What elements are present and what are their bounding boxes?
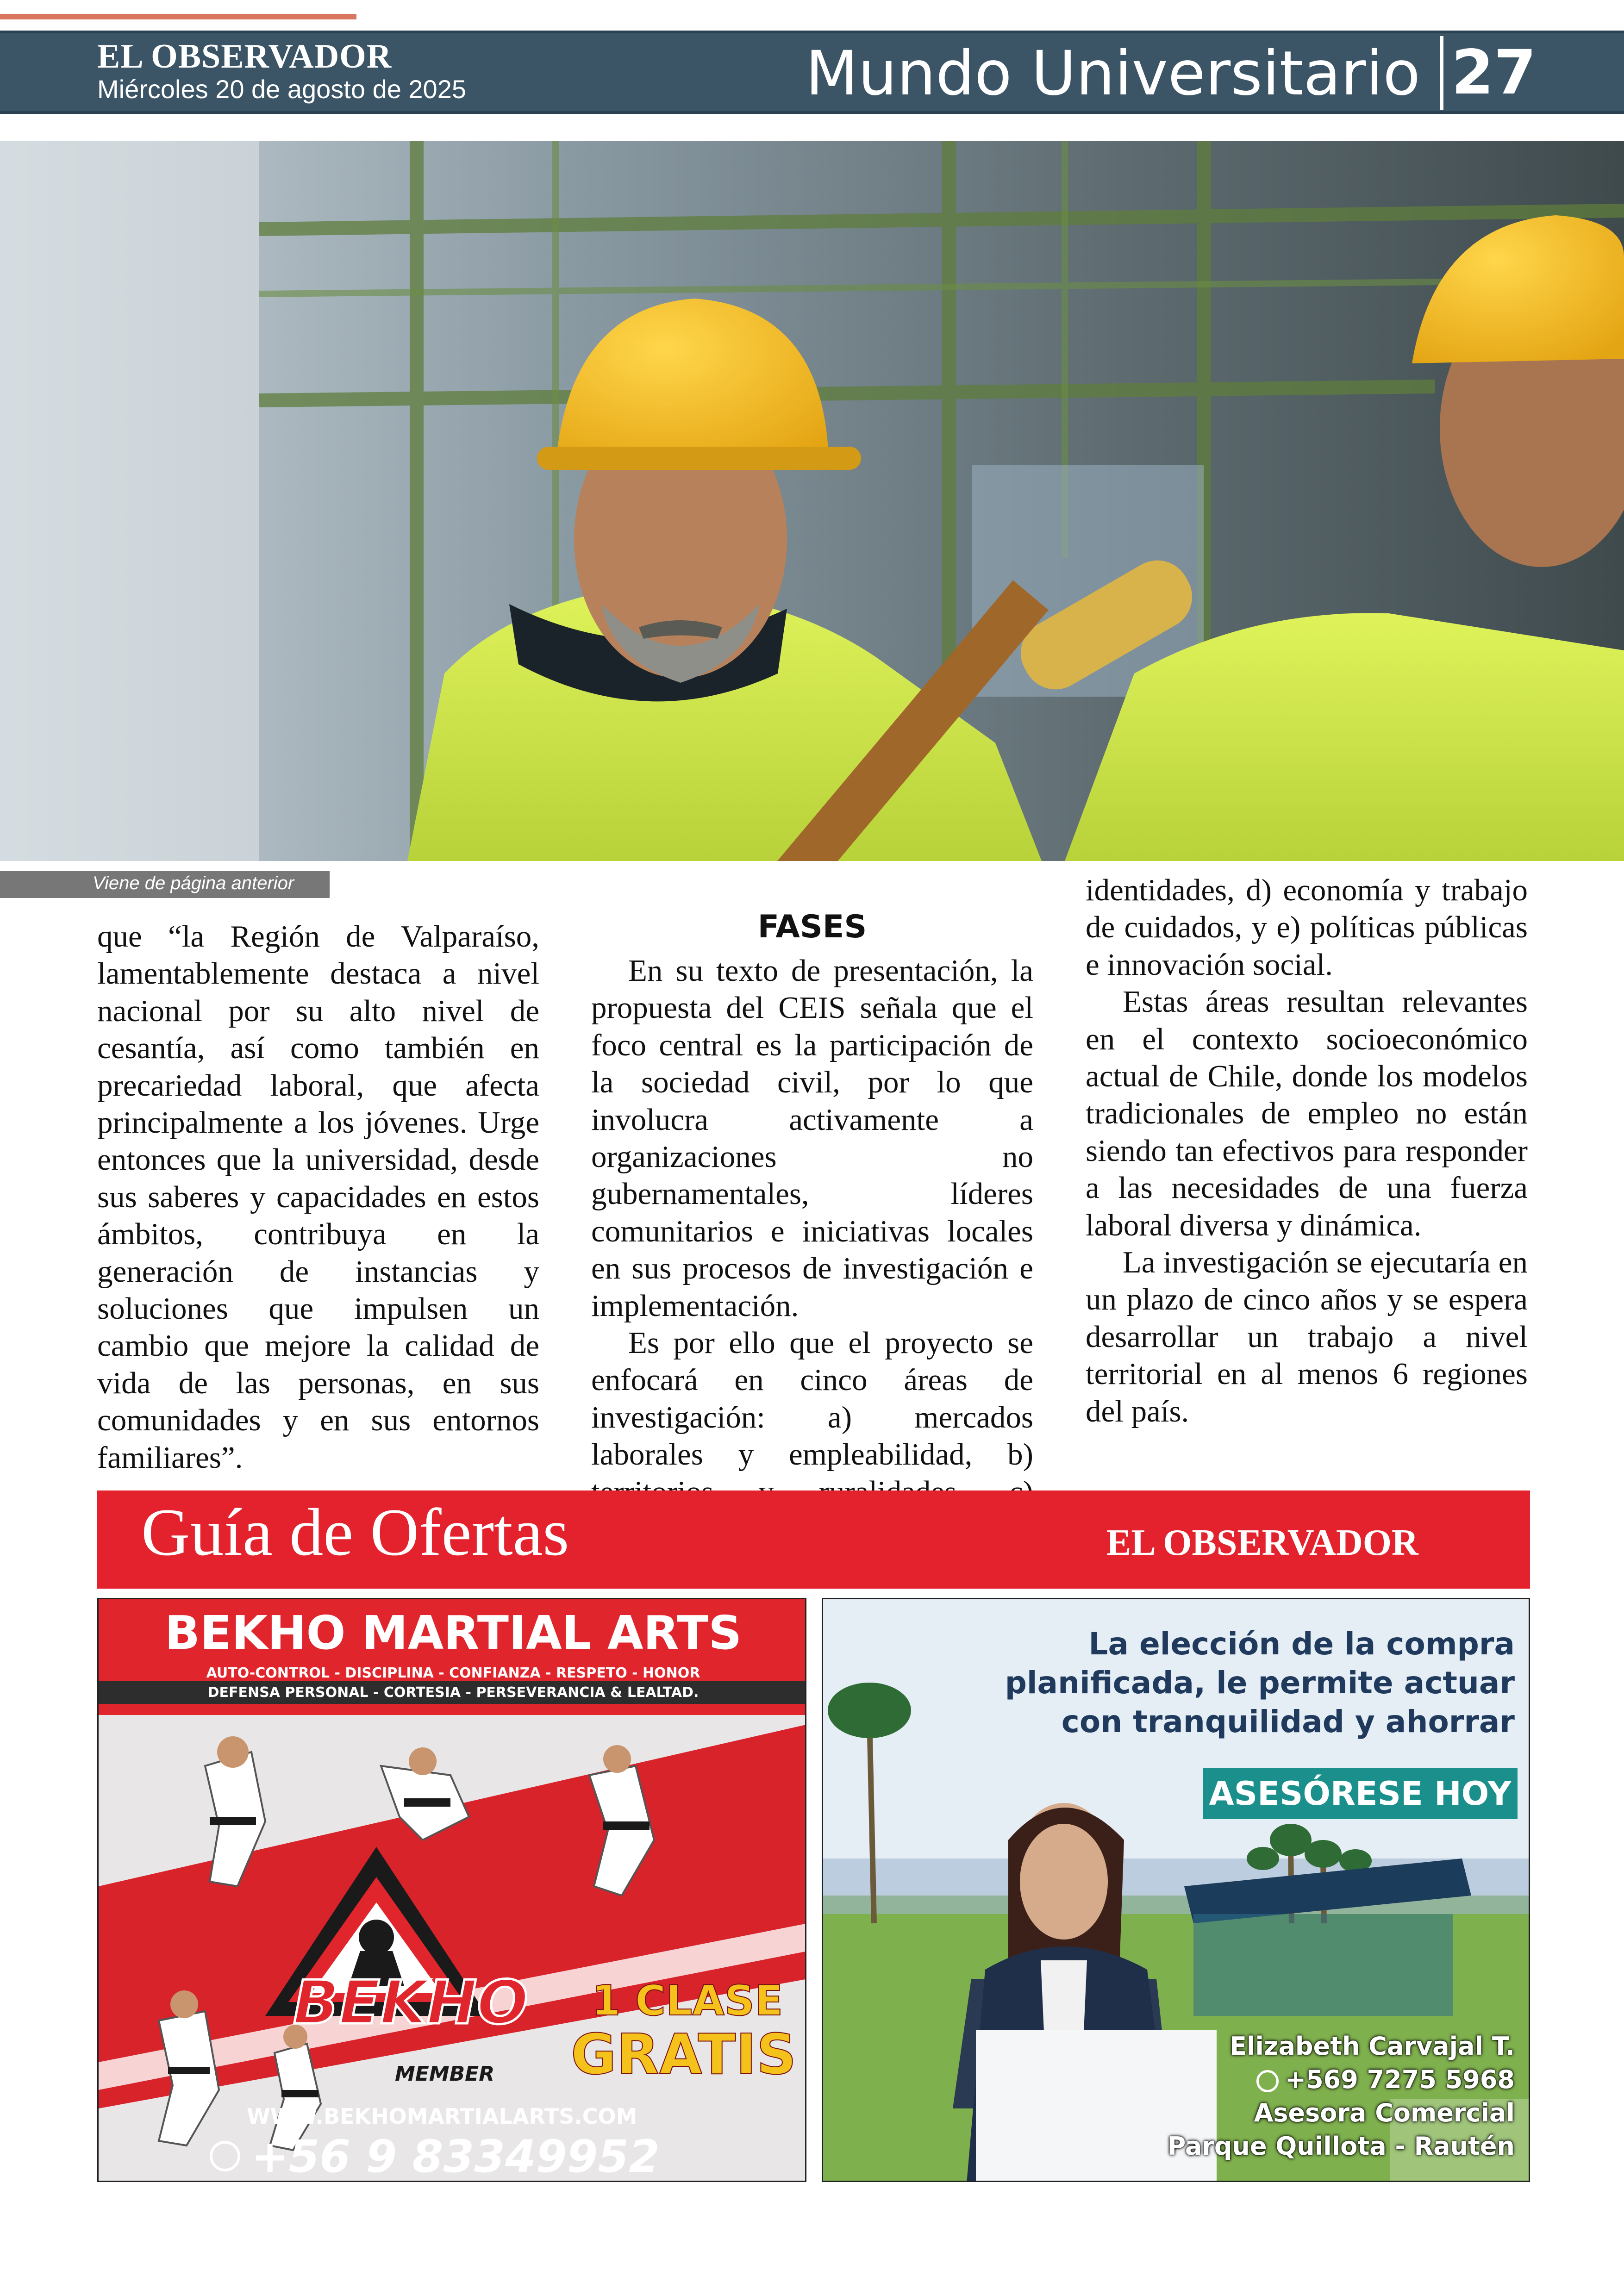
- offers-guide-newspaper: EL OBSERVADOR: [1106, 1522, 1418, 1563]
- bekho-martial-arts-ad: [97, 1598, 806, 2182]
- parque-contact-role: Asesora Comercial: [1254, 2098, 1515, 2127]
- bekho-website: WWW.BEKHOMARTIALARTS.COM: [247, 2104, 637, 2129]
- bekho-member-label: MEMBER: [395, 2062, 495, 2086]
- bekho-values-line-2: DEFENSA PERSONAL - CORTESIA - PERSEVERANCIA & LEALTAD.: [207, 1684, 699, 1701]
- article-paragraph: que “la Región de Valparaíso, lamentablemente destaca a nivel nacional por su alto nivel de cesantía, así como también en precariedad laboral, que afecta principalmente a los jóvenes. Urge entonces que la universidad, desde sus saberes y capacidades en estos ámbitos, contribuya en la generación de instancias y soluciones que impulsen un cambio que mejore la calidad de vida de las personas, en sus comunidades y en sus entornos familiares”.: [97, 919, 539, 1475]
- header-divider: [1440, 36, 1443, 110]
- continuation-label: Viene de página anterior: [93, 873, 294, 893]
- section-title: Mundo Universitario: [805, 38, 1420, 109]
- bekho-offer-line-2: GRATIS: [571, 2023, 797, 2087]
- bekho-offer-line-1: 1 CLASE: [592, 1977, 783, 2025]
- newspaper-name: EL OBSERVADOR: [97, 37, 392, 75]
- parque-contact-name: Elizabeth Carvajal T.: [1230, 2032, 1515, 2061]
- article-paragraph: En su texto de presentación, la propuesta del CEIS señala que el foco central es la participación de la sociedad civil, por lo que involucra activamente a organizaciones no gubernamentales, líderes comunitarios e iniciativas locales en sus procesos de investigación e implementación.: [591, 954, 1033, 1323]
- parque-headline: [1005, 1625, 1515, 1741]
- article-column-1: [97, 918, 539, 1476]
- article-column-2: [591, 909, 1033, 1548]
- article-photo-construction-workers: [0, 141, 1624, 861]
- parque-quillota-ad: [822, 1598, 1530, 2182]
- offers-guide-title: Guía de Ofertas: [141, 1495, 569, 1570]
- page-number: 27: [1451, 37, 1537, 108]
- parque-contact-phone: +569 7275 5968: [1285, 2065, 1515, 2094]
- parque-headline-line-3: con tranquilidad y ahorrar: [1061, 1704, 1515, 1740]
- article-subheading: FASES: [757, 909, 867, 945]
- article-paragraph: Estas áreas resultan relevantes en el contexto socioeconómico actual de Chile, donde los modelos tradicionales de empleo no están siendo tan efectivos para responder a las necesidades de una fuerza laboral diversa y dinámica.: [1086, 985, 1528, 1242]
- article-paragraph: La investigación se ejecutaría en un plazo de cinco años y se espera desarrollar un trabajo a nivel territorial en al menos 6 regiones del país.: [1086, 1245, 1528, 1428]
- issue-date: Miércoles 20 de agosto de 2025: [97, 75, 466, 104]
- whatsapp-icon: [1256, 2070, 1279, 2092]
- whatsapp-icon: [210, 2141, 240, 2171]
- bekho-logo-text: BEKHO: [293, 1967, 528, 2038]
- article-column-3: [1086, 872, 1528, 1430]
- bekho-values-line-1: AUTO-CONTROL - DISCIPLINA - CONFIANZA - RESPETO - HONOR: [206, 1665, 700, 1681]
- parque-headline-line-2: planificada, le permite actuar: [1005, 1665, 1515, 1701]
- article-paragraph: Es por ello que el proyecto se enfocará en cinco áreas de investigación: a) mercados laborales y empleabilidad, b): [591, 1326, 1033, 1472]
- parque-cta-badge: ASESÓRESE HOY: [1203, 1768, 1518, 1819]
- header-accent-bar: [0, 14, 356, 19]
- parque-contact-place: Parque Quillota - Rautén: [1167, 2132, 1515, 2161]
- article-paragraph: identidades, d) economía y trabajo de cuidados, y e) políticas públicas e innovación social.: [1086, 873, 1528, 982]
- bekho-title: BEKHO MARTIAL ARTS: [164, 1606, 742, 1660]
- bekho-phone: +56 9 83349952: [251, 2131, 660, 2182]
- parque-contact: [1168, 2030, 1515, 2163]
- parque-headline-line-1: La elección de la compra: [1088, 1626, 1515, 1662]
